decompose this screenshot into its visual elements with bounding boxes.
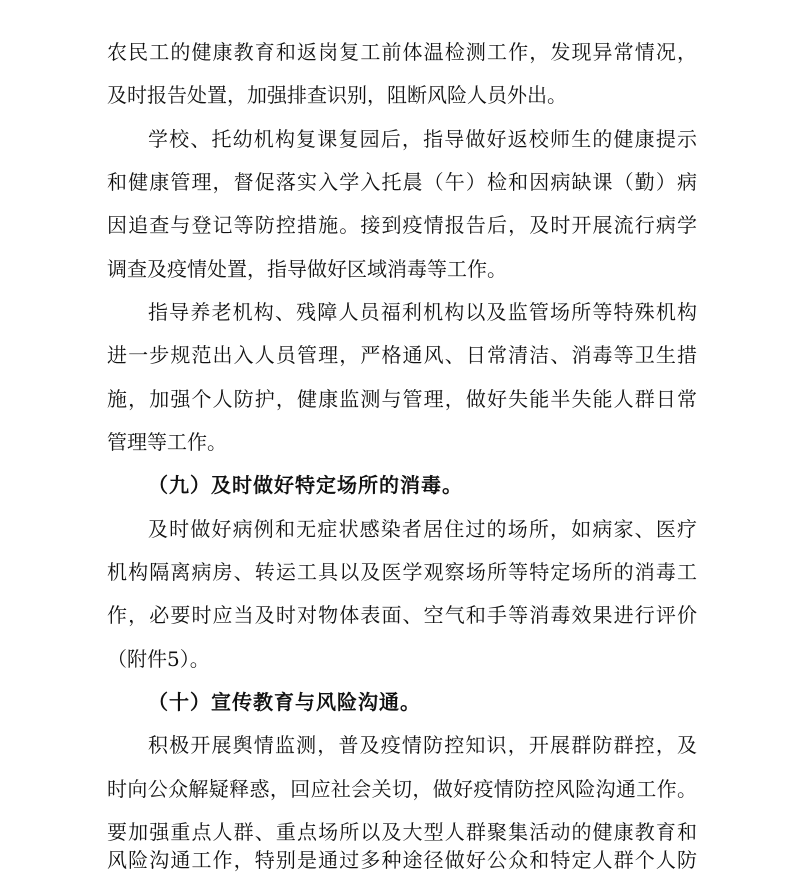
paragraph-line: 学校、托幼机构复课复园后，指导做好返校师生的健康提示 [148, 127, 697, 151]
paragraph-line: 积极开展舆情监测，普及疫情防控知识，开展群防群控，及 [148, 733, 697, 757]
section-heading: （九）及时做好特定场所的消毒。 [148, 473, 463, 497]
paragraph-line: 时向公众解疑释惑，回应社会关切，做好疫情防控风险沟通工作。 [107, 777, 697, 801]
paragraph-line: 指导养老机构、残障人员福利机构以及监管场所等特殊机构 [148, 300, 697, 324]
paragraph-line: 风险沟通工作，特别是通过多种途径做好公众和特定人群个人防 [107, 848, 697, 872]
paragraph-line: 及时做好病例和无症状感染者居住过的场所，如病家、医疗 [148, 517, 697, 541]
section-heading: （十）宣传教育与风险沟通。 [148, 690, 421, 714]
paragraph-line: 及时报告处置，加强排查识别，阻断风险人员外出。 [107, 83, 567, 107]
paragraph-line: 进一步规范出入人员管理，严格通风、日常清洁、消毒等卫生措 [107, 343, 697, 367]
paragraph-line: 调查及疫情处置，指导做好区域消毒等工作。 [107, 257, 507, 281]
paragraph-line: 和健康管理，督促落实入学入托晨（午）检和因病缺课（勤）病 [107, 170, 697, 194]
paragraph-line: 机构隔离病房、转运工具以及医学观察场所等特定场所的消毒工 [107, 560, 697, 584]
paragraph-line: 管理等工作。 [107, 430, 227, 454]
paragraph-line: 施，加强个人防护，健康监测与管理，做好失能半失能人群日常 [107, 387, 697, 411]
paragraph-line: 农民工的健康教育和返岗复工前体温检测工作，发现异常情况， [107, 40, 697, 64]
paragraph-line: （附件5）。 [107, 647, 210, 671]
paragraph-line: 作，必要时应当及时对物体表面、空气和手等消毒效果进行评价 [107, 603, 697, 627]
paragraph-line: 因追查与登记等防控措施。接到疫情报告后，及时开展流行病学 [107, 213, 697, 237]
paragraph-line: 要加强重点人群、重点场所以及大型人群聚集活动的健康教育和 [107, 820, 697, 844]
